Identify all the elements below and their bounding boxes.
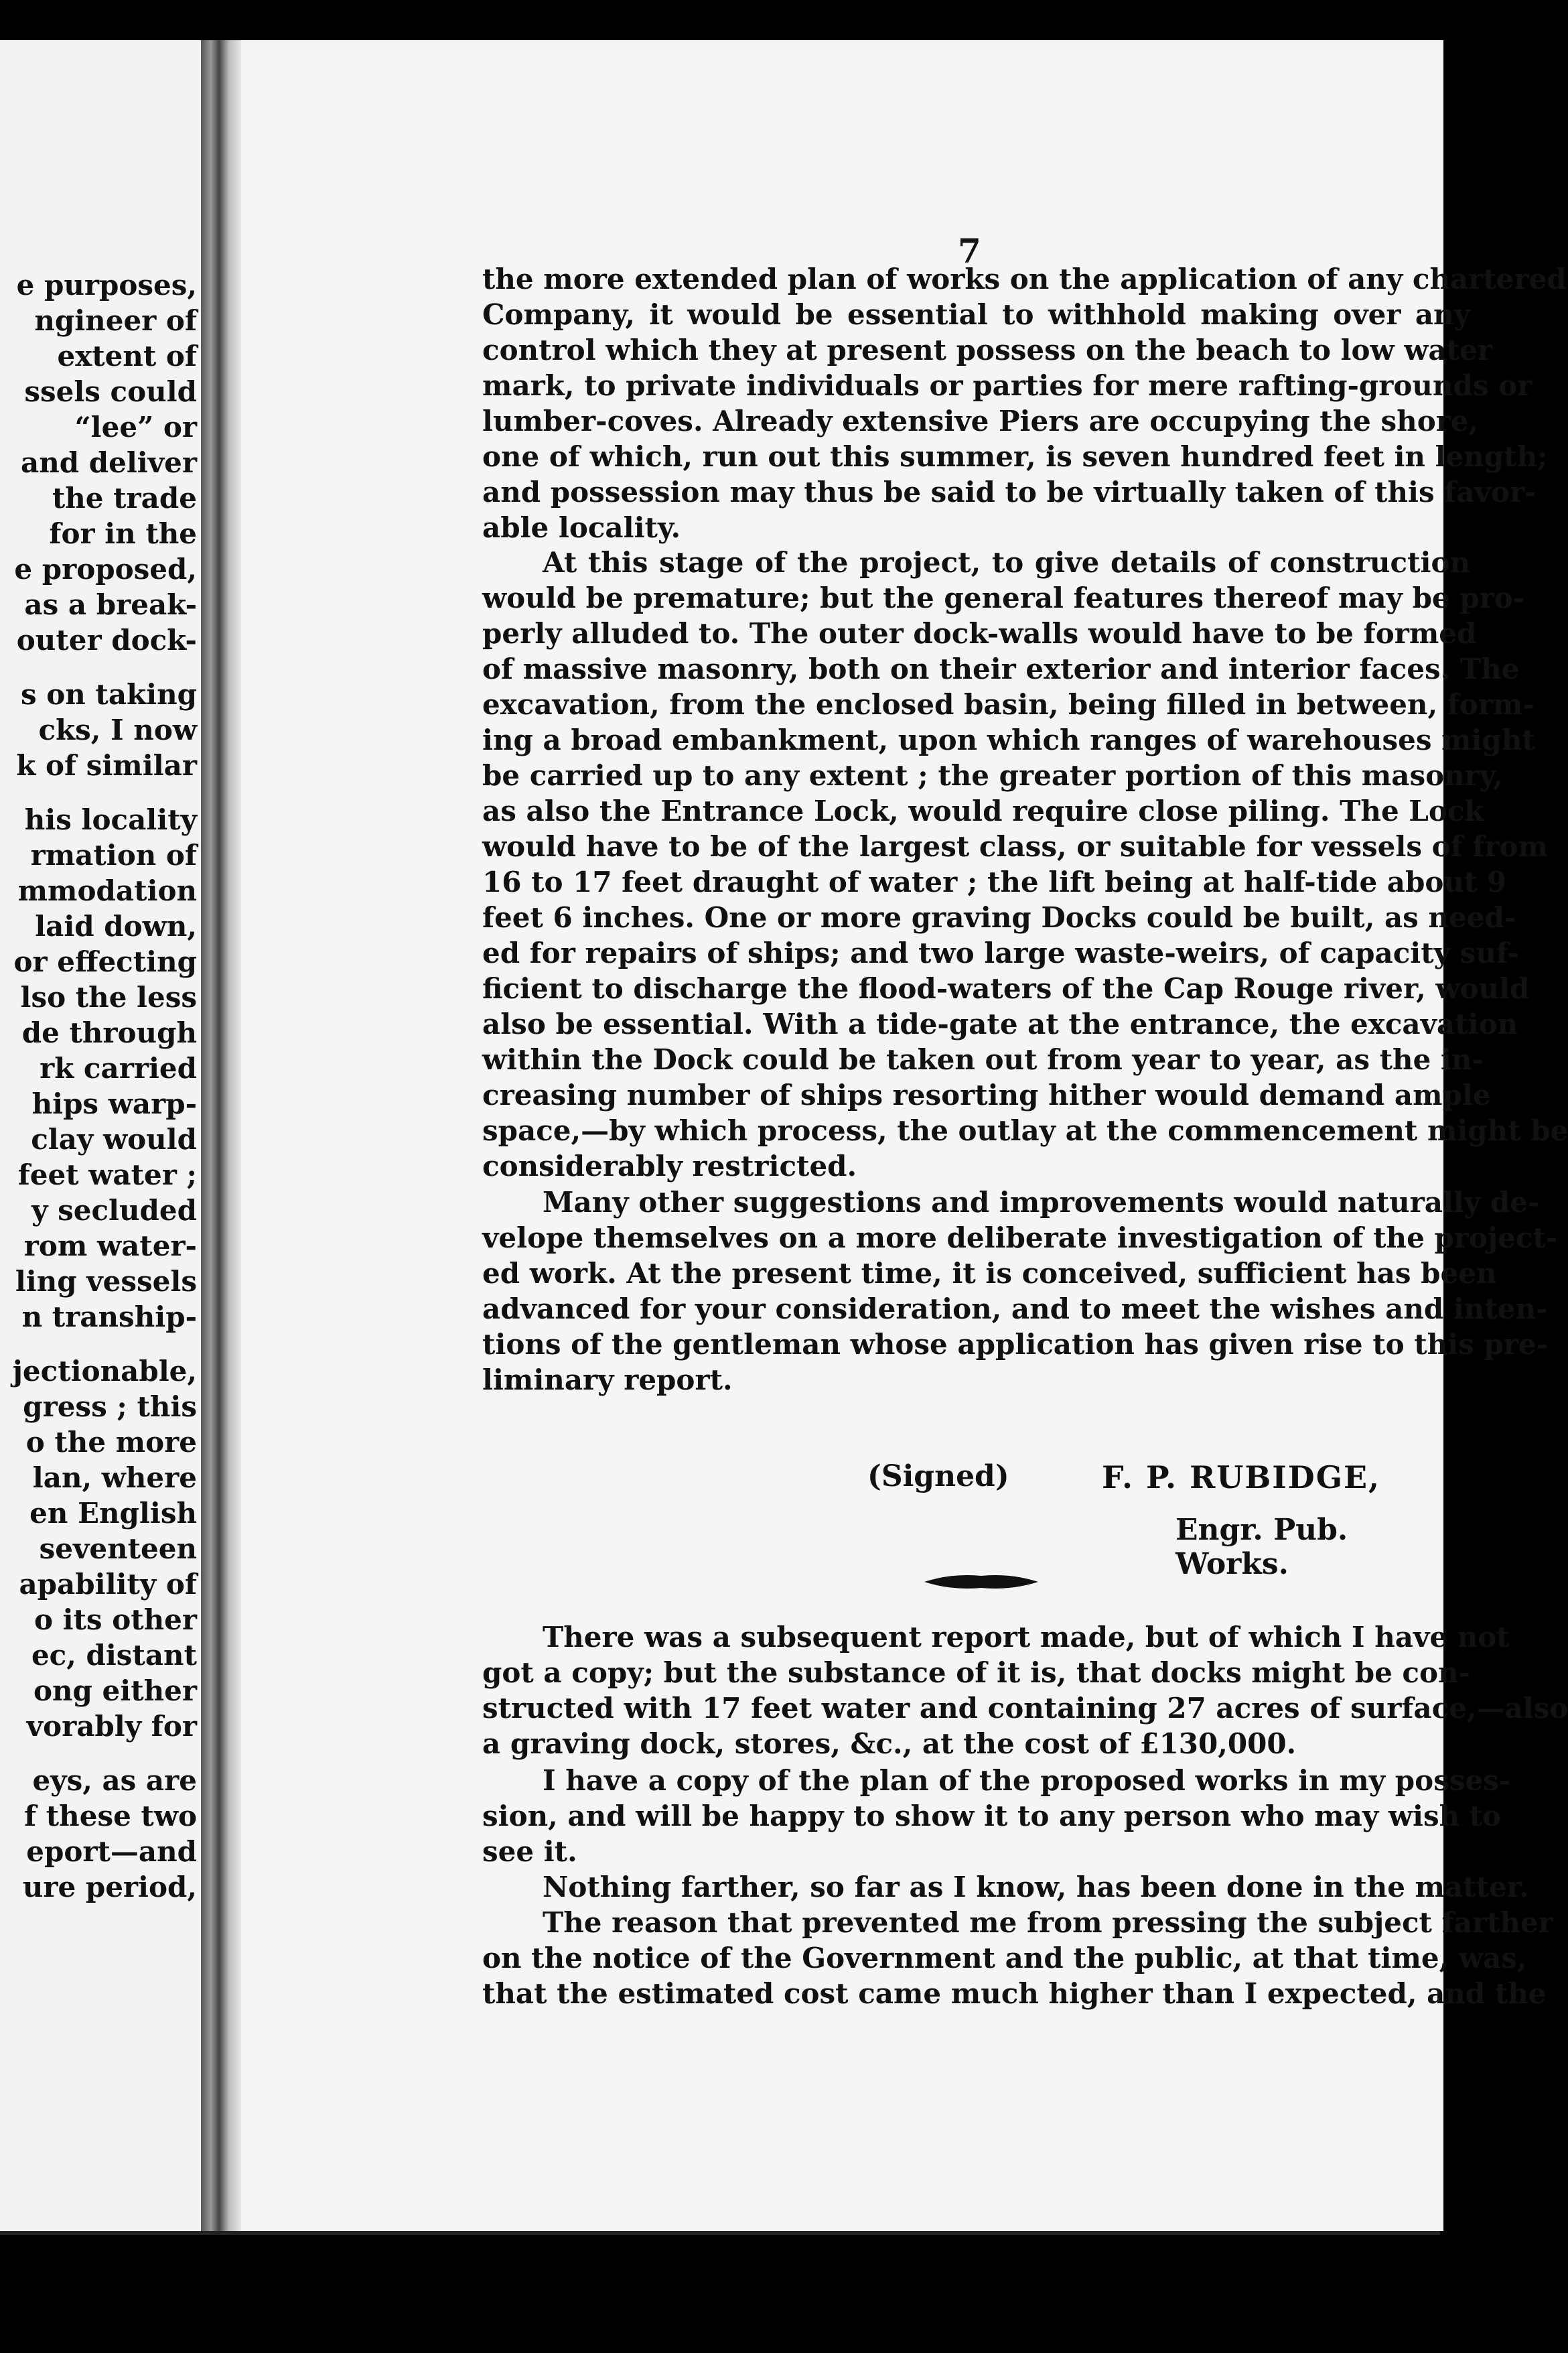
signature-signed: (Signed) <box>867 1459 1009 1493</box>
text-line: that the estimated cost came much higher than I expected, and the <box>482 1977 1547 2010</box>
left-page-line: de through <box>21 1016 197 1049</box>
left-page-line: gress ; this <box>23 1390 197 1423</box>
left-page-line: mmodation <box>17 874 197 907</box>
left-page-line: apability of <box>19 1568 197 1601</box>
text-line: The reason that prevented me from pressing the subject farther <box>543 1906 1553 1939</box>
text-line: a graving dock, stores, &c., at the cost of £130,000. <box>482 1727 1297 1760</box>
text-line: ficient to discharge the flood-waters of the Cap Rouge river, would <box>482 972 1530 1005</box>
paragraph-7 <box>482 1905 1553 2011</box>
ornamental-divider <box>924 1572 1038 1592</box>
left-page-line: jectionable, <box>12 1355 197 1388</box>
text-line: space,—by which process, the outlay at the commencement might be <box>482 1114 1568 1147</box>
text-line: Nothing farther, so far as I know, has been done in the matter. <box>543 1871 1529 1903</box>
text-line: of massive masonry, both on their exterior and interior faces. The <box>482 653 1520 685</box>
paragraph-5 <box>482 1763 1511 1869</box>
paragraph-2 <box>482 545 1568 1184</box>
text-line: creasing number of ships resorting hither would demand ample <box>482 1079 1491 1112</box>
left-page-line: o the more <box>25 1426 197 1459</box>
paragraph-3 <box>482 1185 1558 1398</box>
book-gutter <box>201 40 241 2231</box>
left-page-line: s on taking <box>20 678 197 711</box>
text-line: I have a copy of the plan of the proposed works in my posses- <box>543 1764 1511 1797</box>
text-line: also be essential. With a tide-gate at the entrance, the excavation <box>482 1008 1518 1040</box>
text-line: and possession may thus be said to be virtually taken of this favor- <box>482 476 1537 509</box>
page-bottom-edge <box>0 2231 1440 2235</box>
left-page-line: o its other <box>33 1603 197 1636</box>
left-page-line: clay would <box>31 1123 197 1156</box>
left-page-fragment <box>0 40 201 2231</box>
left-page-line: “lee” or <box>74 411 197 444</box>
text-line: able locality. <box>482 511 681 544</box>
signature-name: F. P. RUBIDGE, <box>1102 1459 1381 1495</box>
signature-title: Engr. Pub. Works. <box>1175 1513 1348 1581</box>
left-page-line: k of similar <box>16 749 197 782</box>
left-page-line: e purposes, <box>16 269 197 301</box>
text-line: perly alluded to. The outer dock-walls would have to be formed <box>482 617 1477 650</box>
paragraph-4 <box>482 1619 1568 1761</box>
right-page <box>241 40 1568 2231</box>
text-line: mark, to private individuals or parties for mere rafting-grounds or <box>482 369 1533 402</box>
left-page-line: ling vessels <box>15 1265 197 1298</box>
text-line: At this stage of the project, to give details of construction <box>543 546 1470 579</box>
left-page-line: en English <box>29 1497 197 1530</box>
left-page-line: seventeen <box>39 1532 197 1565</box>
text-line: one of which, run out this summer, is seven hundred feet in length; <box>482 440 1548 473</box>
left-page-line: cks, I now <box>38 714 197 746</box>
left-page-line: extent of <box>57 340 197 373</box>
left-page-line: eport—and <box>26 1835 197 1868</box>
text-line: 16 to 17 feet draught of water ; the lift being at half-tide about 9 <box>482 866 1507 898</box>
text-line: liminary report. <box>482 1363 733 1396</box>
text-line: sion, and will be happy to show it to any person who may wish to <box>482 1800 1502 1832</box>
text-line: velope themselves on a more deliberate investigation of the project- <box>482 1221 1558 1254</box>
paragraph-6 <box>482 1869 1529 1905</box>
left-page-line: his locality <box>24 803 197 836</box>
text-line: ed work. At the present time, it is conceived, sufficient has been <box>482 1257 1497 1290</box>
text-line: would be premature; but the general features thereof may be pro- <box>482 582 1525 614</box>
text-line: be carried up to any extent ; the greater portion of this masonry, <box>482 759 1503 792</box>
left-page-line: the trade <box>52 482 197 515</box>
left-page-line: lso the less <box>20 981 197 1014</box>
text-line: got a copy; but the substance of it is, that docks might be con- <box>482 1656 1470 1689</box>
left-page-line: outer dock- <box>16 624 197 657</box>
left-page-line: vorably for <box>26 1710 197 1743</box>
left-page-line: ure period, <box>22 1871 197 1903</box>
left-page-line: ong either <box>33 1674 197 1707</box>
text-line: excavation, from the enclosed basin, being filled in between, form- <box>482 688 1535 721</box>
left-page-line: lan, where <box>32 1461 197 1494</box>
text-line: structed with 17 feet water and containing 27 acres of surface,—also <box>482 1692 1568 1725</box>
left-page-line: ssels could <box>24 375 197 408</box>
left-page-line: eys, as are <box>32 1764 197 1797</box>
text-line: considerably restricted. <box>482 1150 857 1183</box>
left-page-line: hips warp- <box>31 1087 197 1120</box>
text-line: lumber-coves. Already extensive Piers are occupying the shore, <box>482 405 1479 438</box>
text-line: the more extended plan of works on the application of any chartered <box>482 263 1567 295</box>
left-page-line: rk carried <box>40 1052 197 1085</box>
left-page-line: y secluded <box>31 1194 197 1227</box>
page-number: 7 <box>958 231 981 271</box>
text-line: Many other suggestions and improvements would naturally de- <box>543 1186 1540 1219</box>
left-page-line: rom water- <box>23 1229 197 1262</box>
left-page-line: for in the <box>49 517 197 550</box>
left-page-line: or effecting <box>13 945 197 978</box>
left-page-line: n tranship- <box>21 1300 197 1333</box>
left-page-line: as a break- <box>24 588 197 621</box>
left-page-line: rmation of <box>30 839 197 872</box>
text-line: There was a subsequent report made, but of which I have not <box>543 1621 1510 1654</box>
text-line: control which they at present possess on the beach to low water <box>482 334 1492 366</box>
left-page-line: ec, distant <box>31 1639 197 1672</box>
text-line: on the notice of the Government and the public, at that time, was, <box>482 1942 1527 1974</box>
text-line: advanced for your consideration, and to meet the wishes and inten- <box>482 1292 1548 1325</box>
text-line: ed for repairs of ships; and two large waste-weirs, of capacity suf- <box>482 937 1519 969</box>
text-line: see it. <box>482 1835 577 1868</box>
text-line: Company, it would be essential to withhold making over any <box>482 298 1470 331</box>
text-line: as also the Entrance Lock, would require close piling. The Lock <box>482 795 1484 827</box>
left-page-line: laid down, <box>35 910 197 943</box>
left-page-line: and deliver <box>21 446 197 479</box>
text-line: tions of the gentleman whose application has given rise to this pre- <box>482 1328 1549 1361</box>
text-line: ing a broad embankment, upon which ranges of warehouses might <box>482 724 1535 756</box>
left-page-line: e proposed, <box>14 553 197 586</box>
paragraph-1 <box>482 261 1567 545</box>
left-page-line: f these two <box>24 1800 197 1832</box>
text-line: feet 6 inches. One or more graving Docks could be built, as need- <box>482 901 1516 934</box>
text-line: would have to be of the largest class, or suitable for vessels of from <box>482 830 1548 863</box>
text-line: within the Dock could be taken out from year to year, as the in- <box>482 1043 1484 1076</box>
left-page-line: ngineer of <box>34 304 197 337</box>
left-page-line: feet water ; <box>17 1158 197 1191</box>
